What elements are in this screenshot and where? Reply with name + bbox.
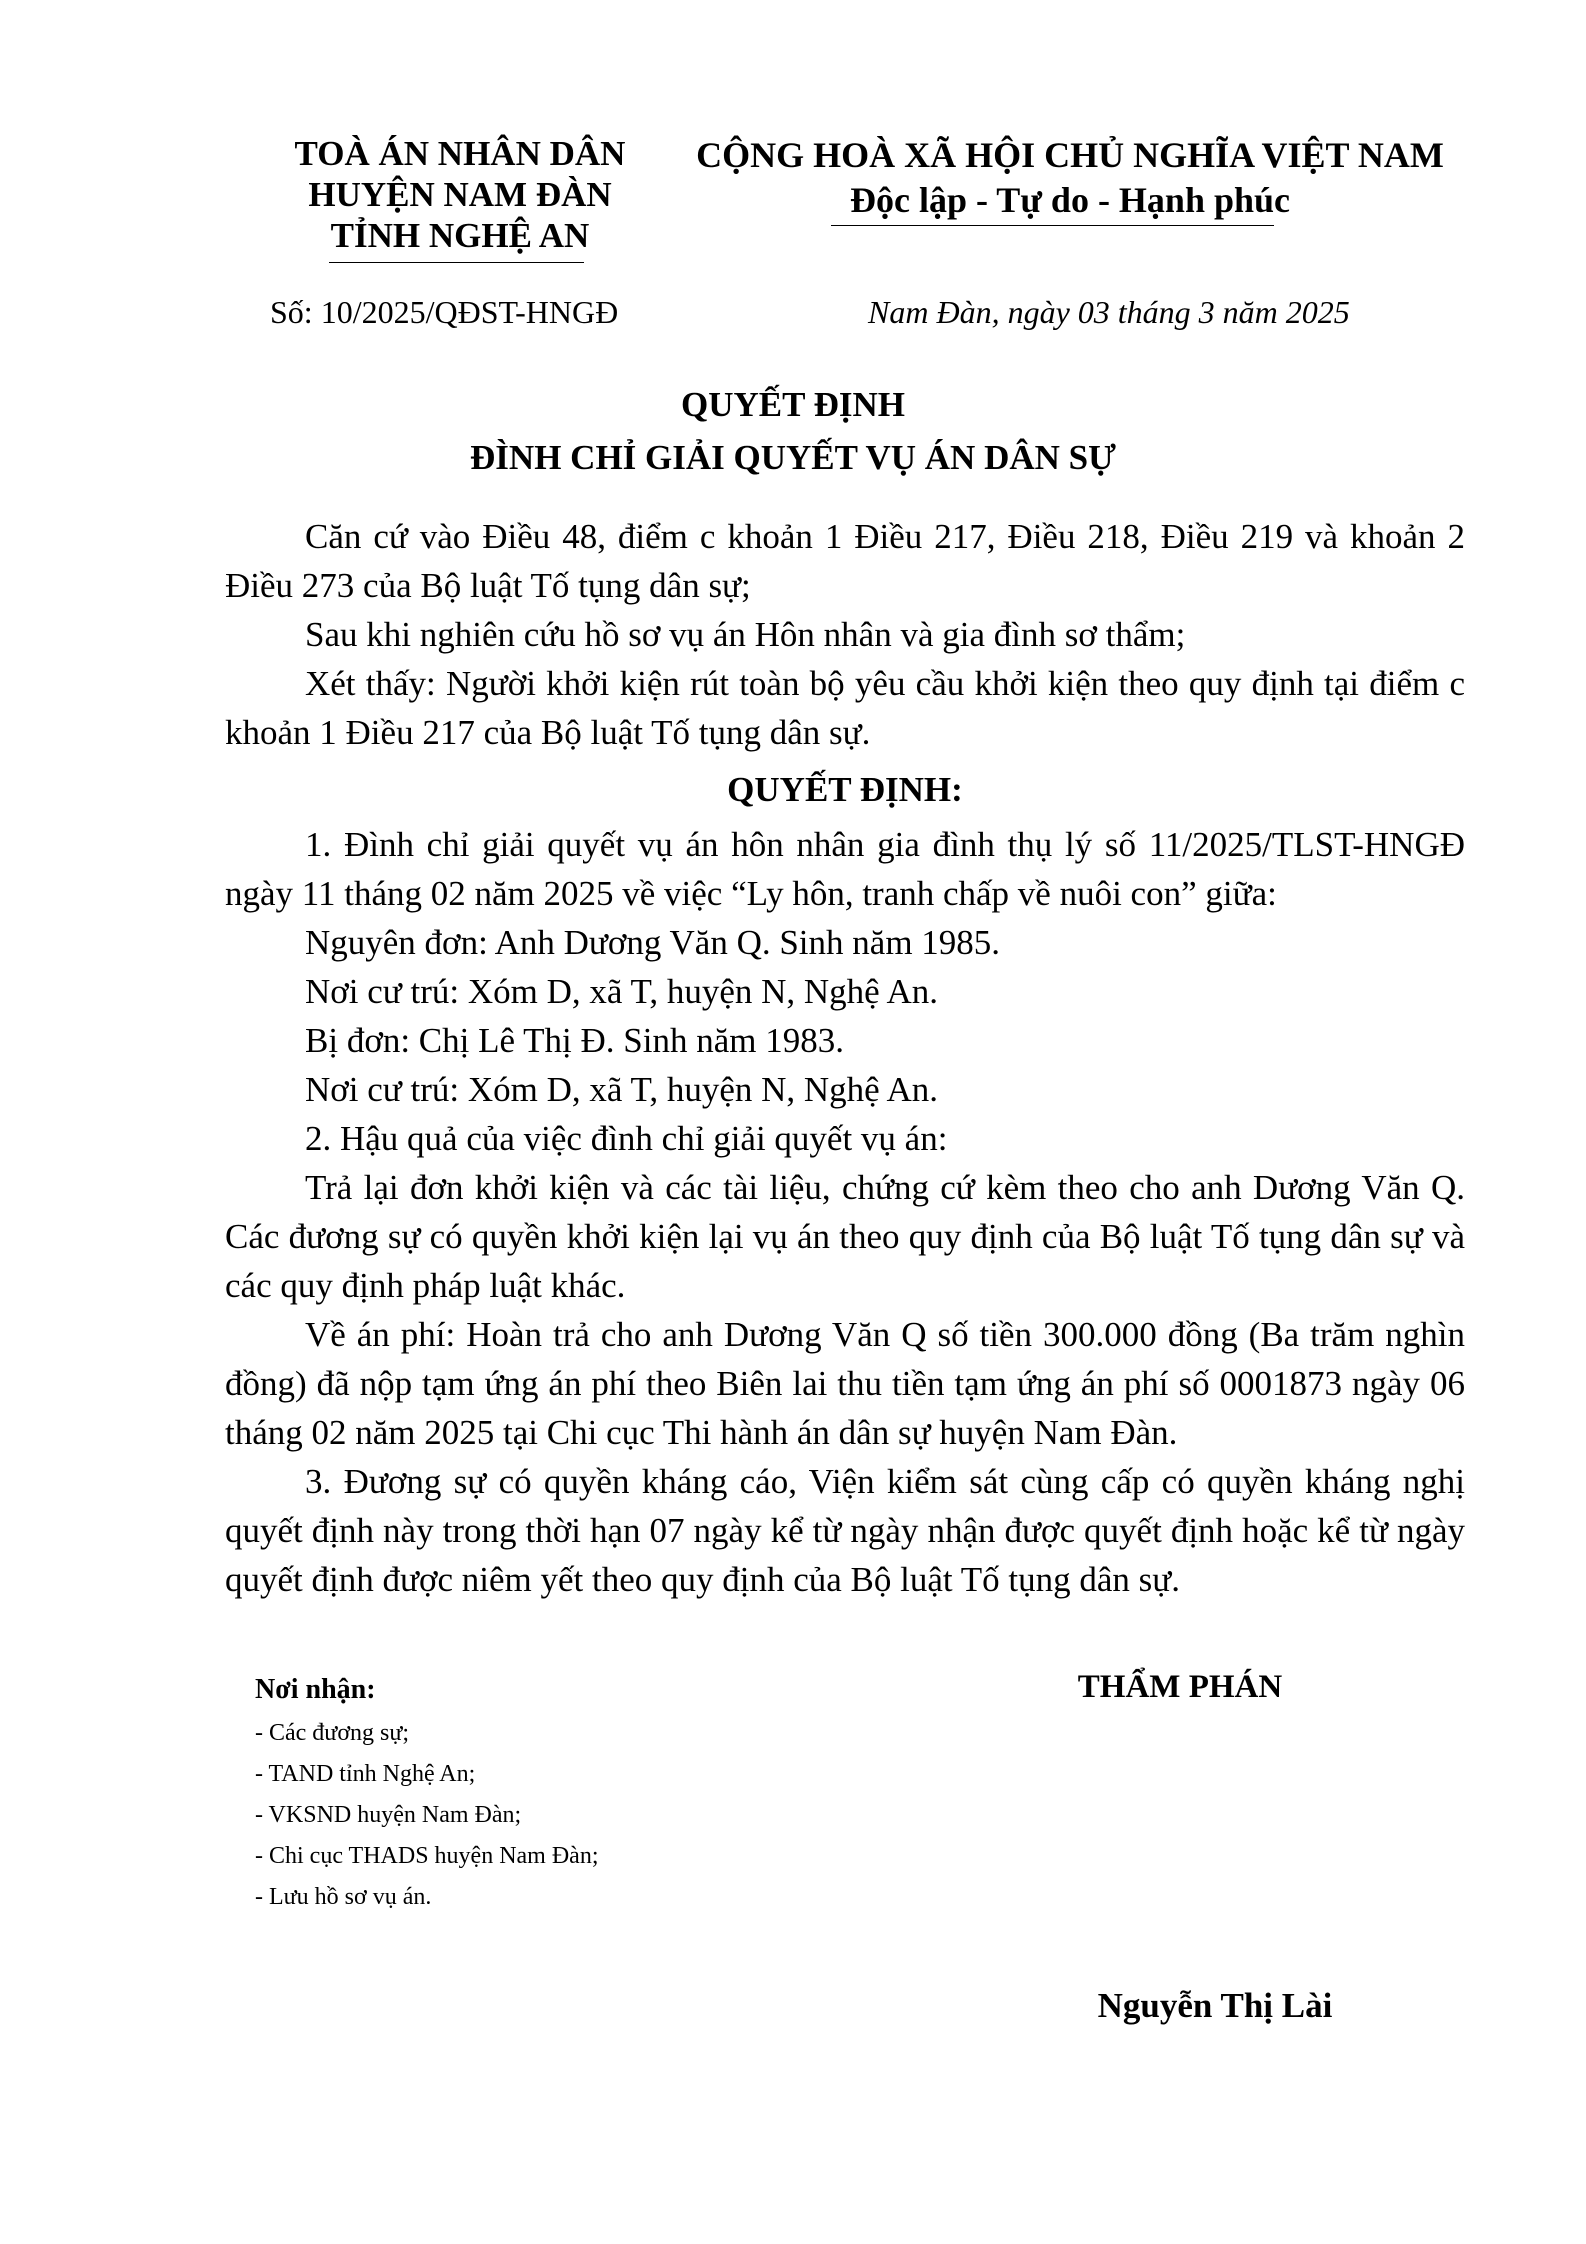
document-date: Nam Đàn, ngày 03 tháng 3 năm 2025 (868, 294, 1350, 330)
national-motto-block (680, 133, 1460, 223)
court-line-1: TOÀ ÁN NHÂN DÂN (294, 134, 626, 173)
nation-name: CỘNG HOÀ XÃ HỘI CHỦ NGHĨA VIỆT NAM (696, 135, 1444, 175)
preamble-paragraph: Sau khi nghiên cứu hồ sơ vụ án Hôn nhân và gia đình sơ thẩm; (305, 615, 1186, 654)
signature-title: THẨM PHÁN (1077, 1669, 1283, 1705)
court-underline (329, 262, 584, 263)
court-line-3: TỈNH NGHỆ AN (330, 216, 590, 255)
decision-paragraph: Nơi cư trú: Xóm D, xã T, huyện N, Nghệ An. (305, 972, 939, 1011)
court-name-block (250, 133, 670, 256)
decision-paragraph: 1. Đình chỉ giải quyết vụ án hôn nhân gia đình thụ lý số 11/2025/TLST-HNGĐ ngày 11 tháng 02 năm 2025 về việc “Ly hôn, tranh chấp về nuôi con” giữa: (225, 825, 1465, 913)
recipient-item: - Các đương sự; (255, 1720, 410, 1746)
document-title (180, 378, 1406, 484)
signature-name: Nguyễn Thị Lài (1097, 1986, 1333, 2025)
decision-paragraph: Nguyên đơn: Anh Dương Văn Q. Sinh năm 1985. (305, 923, 1001, 962)
title-line-2: ĐÌNH CHỈ GIẢI QUYẾT VỤ ÁN DÂN SỰ (470, 438, 1116, 477)
decision-paragraph: Về án phí: Hoàn trả cho anh Dương Văn Q số tiền 300.000 đồng (Ba trăm nghìn đồng) đã nộp tạm ứng án phí theo Biên lai thu tiền tạm ứng án phí số 0001873 ngày 06 tháng 02 năm 2025 tại Chi cục Thi hành án dân sự huyện Nam Đàn. (225, 1315, 1465, 1452)
document-number: Số: 10/2025/QĐST-HNGĐ (270, 294, 619, 330)
decision-paragraph: Bị đơn: Chị Lê Thị Đ. Sinh năm 1983. (305, 1021, 844, 1060)
court-line-2: HUYỆN NAM ĐÀN (308, 175, 612, 214)
recipient-item: - Lưu hồ sơ vụ án. (255, 1884, 432, 1910)
recipient-item: - Chi cục THADS huyện Nam Đàn; (255, 1843, 599, 1869)
motto-underline (831, 225, 1274, 226)
preamble-paragraph: Căn cứ vào Điều 48, điểm c khoản 1 Điều 217, Điều 218, Điều 219 và khoản 2 Điều 273 của Bộ luật Tố tụng dân sự; (225, 517, 1465, 605)
recipients-title: Nơi nhận: (255, 1674, 376, 1705)
decision-paragraph: 3. Đương sự có quyền kháng cáo, Viện kiểm sát cùng cấp có quyền kháng nghị quyết định này trong thời hạn 07 ngày kể từ ngày nhận được quyết định hoặc kể từ ngày quyết định được niêm yết theo quy định của Bộ luật Tố tụng dân sự. (225, 1462, 1465, 1599)
preamble-paragraph: Xét thấy: Người khởi kiện rút toàn bộ yêu cầu khởi kiện theo quy định tại điểm c khoản 1 Điều 217 của Bộ luật Tố tụng dân sự. (225, 664, 1465, 752)
nation-motto: Độc lập - Tự do - Hạnh phúc (849, 180, 1291, 220)
recipient-item: - TAND tỉnh Nghệ An; (255, 1761, 476, 1787)
decision-heading: QUYẾT ĐỊNH: (727, 770, 963, 809)
title-line-1: QUYẾT ĐỊNH (681, 385, 905, 424)
decision-paragraph: 2. Hậu quả của việc đình chỉ giải quyết vụ án: (305, 1119, 948, 1158)
decision-paragraph: Nơi cư trú: Xóm D, xã T, huyện N, Nghệ An. (305, 1070, 939, 1109)
recipient-item: - VKSND huyện Nam Đàn; (255, 1802, 522, 1828)
document-body (225, 512, 1465, 1604)
decision-paragraph: Trả lại đơn khởi kiện và các tài liệu, chứng cứ kèm theo cho anh Dương Văn Q. Các đương sự có quyền khởi kiện lại vụ án theo quy định của Bộ luật Tố tụng dân sự và các quy định pháp luật khác. (225, 1168, 1465, 1305)
recipients-list (255, 1713, 599, 1918)
